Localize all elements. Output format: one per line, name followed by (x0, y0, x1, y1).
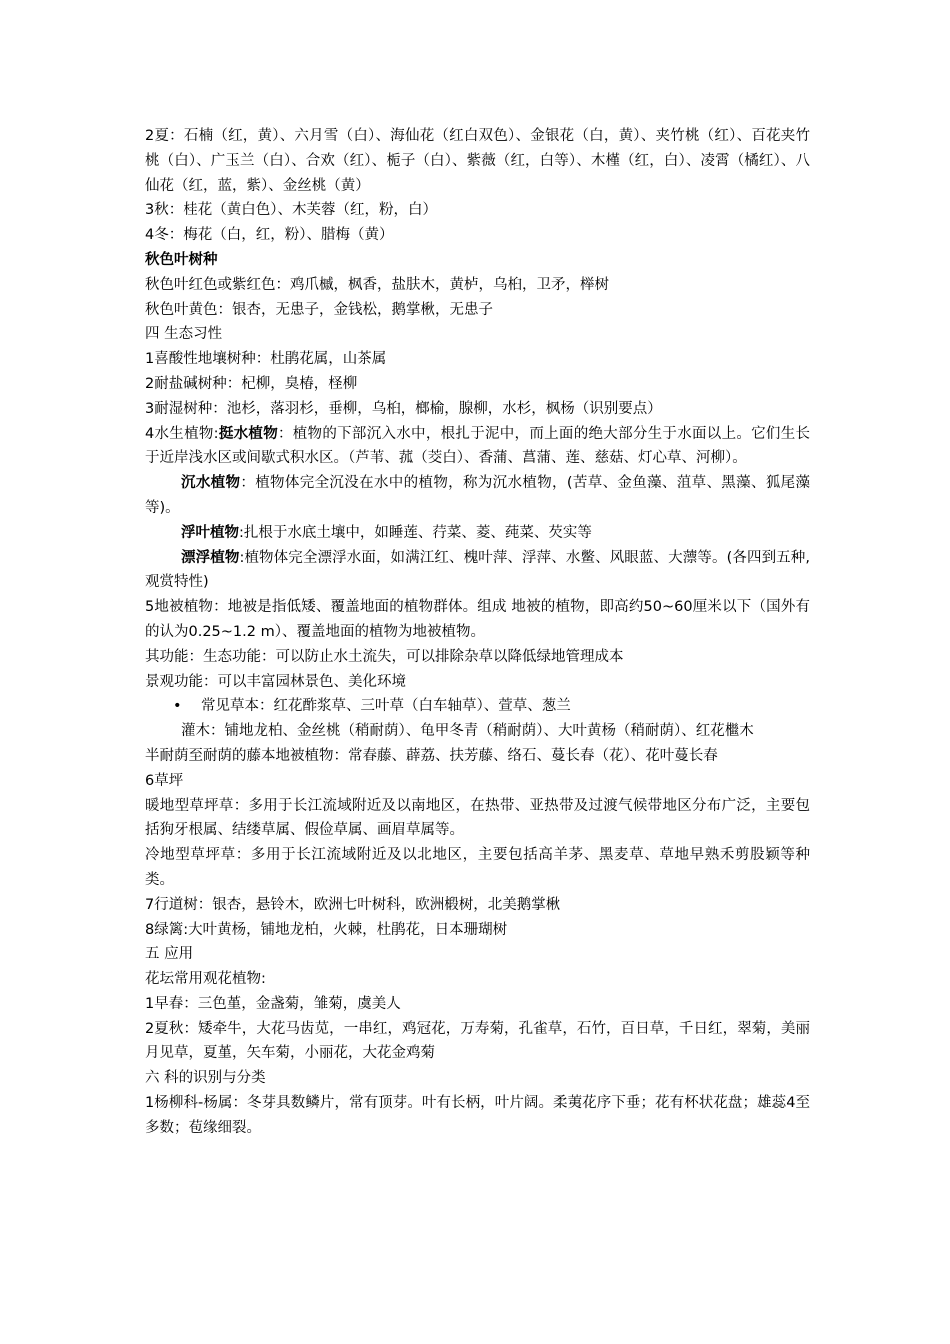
vines-line: 半耐荫至耐荫的藤本地被植物：常春藤、薜荔、扶芳藤、络石、蔓长春（花）、花叶蔓长春 (145, 747, 718, 764)
spring-line: 1早春：三色堇，金盏菊，雏菊，虞美人 (145, 995, 401, 1012)
summer-autumn-line: 2夏秋：矮牵牛，大花马齿苋，一串红，鸡冠花，万寿菊，孔雀草，石竹，百日草，千日红，翠菊，美丽月见草，夏堇，矢车菊，小丽花，大花金鸡菊 (145, 1020, 810, 1062)
floating-line (145, 521, 810, 546)
drifting-line (145, 546, 810, 596)
submerged-line (145, 471, 810, 521)
autumn-leaf-heading: 秋色叶树种 (145, 251, 218, 268)
floating-text: :扎根于水底土壤中，如睡莲、荇菜、菱、莼菜、芡实等 (239, 524, 592, 541)
herbs-text: 常见草本：红花酢浆草、三叶草（白车轴草）、萱草、葱兰 (201, 698, 571, 715)
autumn-flowers-line: 3秋：桂花（黄白色）、木芙蓉（红，粉，白） (145, 202, 437, 219)
section-6-heading: 六 科的识别与分类 (145, 1070, 266, 1087)
submerged-label: 沉水植物 (181, 475, 241, 492)
warm-grass-line: 暖地型草坪草：多用于长江流域附近及以南地区，在热带、亚热带及过渡气候带地区分布广泛，主要包括狗牙根属、结缕草属、假俭草属、画眉草属等。 (145, 797, 810, 839)
function-ecology-line: 其功能：生态功能：可以防止水土流失，可以排除杂草以降低绿地管理成本 (145, 648, 624, 665)
eco-3-line: 3耐湿树种：池杉，落羽杉，垂柳，乌桕，榔榆，腺柳，水杉，枫杨（识别要点） (145, 400, 662, 417)
eco-2-line: 2耐盐碱树种：杞柳，臭椿，柽柳 (145, 375, 358, 392)
section-5-heading: 五 应用 (145, 946, 194, 963)
submerged-text: ：植物体完全沉没在水中的植物，称为沉水植物，(苦草、金鱼藻、菹草、黑藻、狐尾藻等)。 (145, 475, 811, 516)
salicaceae-line: 1杨柳科-杨属：冬芽具数鳞片，常有顶芽。叶有长柄，叶片阔。柔荑花序下垂；花有杯状花盘；雄蕊4至多数；苞缘细裂。 (145, 1095, 810, 1136)
eco-4-prefix: 4水生植物: (145, 425, 219, 442)
flowerbed-line: 花坛常用观花植物: (145, 971, 266, 988)
eco-5-line: 5地被植物：地被是指低矮、覆盖地面的植物群体。组成 地被的植物，即高约50~60厘米以下（国外有的认为0.25~1.2 m）、覆盖地面的植物为地被植物。 (145, 599, 810, 640)
function-landscape-line: 景观功能：可以丰富园林景色、美化环境 (145, 673, 406, 690)
eco-8-line: 8绿篱:大叶黄杨，铺地龙柏，火棘，杜鹃花，日本珊瑚树 (145, 921, 508, 938)
eco-4-emergent (145, 422, 810, 472)
emergent-label: 挺水植物 (218, 425, 278, 442)
cool-grass-line: 冷地型草坪草：多用于长江流域附近及以北地区，主要包括高羊茅、黑麦草、草地早熟禾剪股颖等种类。 (145, 847, 810, 888)
shrubs-line: 灌木：铺地龙柏、金丝桃（稍耐荫）、龟甲冬青（稍耐荫）、大叶黄杨（稍耐荫）、红花檵木 (181, 723, 754, 740)
section-4-heading: 四 生态习性 (145, 326, 223, 343)
autumn-leaf-red-line: 秋色叶红色或紫红色：鸡爪槭，枫香，盐肤木，黄栌，乌桕，卫矛，榉树 (145, 276, 609, 293)
drifting-text: :植物体完全漂浮水面，如满江红、槐叶萍、浮萍、水鳖、风眼蓝、大薸等。(各四到五种,观赏特性) (145, 549, 811, 591)
eco-7-line: 7行道树：银杏，悬铃木，欧洲七叶树科，欧洲椴树，北美鹅掌楸 (145, 896, 561, 913)
document-page (145, 124, 810, 1141)
bullet-icon: • (173, 698, 182, 715)
emergent-text: ：植物的下部沉入水中，根扎于泥中，而上面的绝大部分生于水面以上。它们生长于近岸浅水区或间歇式积水区。（芦苇、菰（茭白）、香蒲、菖蒲、莲、慈菇、灯心草、河柳）。 (145, 425, 810, 467)
summer-flowers-line: 2夏：石楠（红，黄）、六月雪（白）、海仙花（红白双色）、金银花（白，黄）、夹竹桃（红）、百花夹竹桃（白）、广玉兰（白）、合欢（红）、栀子（白）、紫薇（红，白等）、木槿（红，白）、凌霄（橘红）、八仙花（红，蓝，紫）、金丝桃（黄） (145, 128, 810, 194)
autumn-leaf-yellow-line: 秋色叶黄色：银杏，无患子，金钱松，鹅掌楸，无患子 (145, 301, 493, 318)
floating-label: 浮叶植物 (181, 524, 239, 541)
eco-6-line: 6草坪 (145, 772, 184, 789)
eco-1-line: 1喜酸性地壤树种：杜鹃花属，山茶属 (145, 351, 387, 368)
drifting-label: 漂浮植物 (181, 549, 240, 566)
herbs-bullet-item (145, 694, 810, 719)
winter-flowers-line: 4冬：梅花（白，红，粉）、腊梅（黄） (145, 227, 394, 244)
